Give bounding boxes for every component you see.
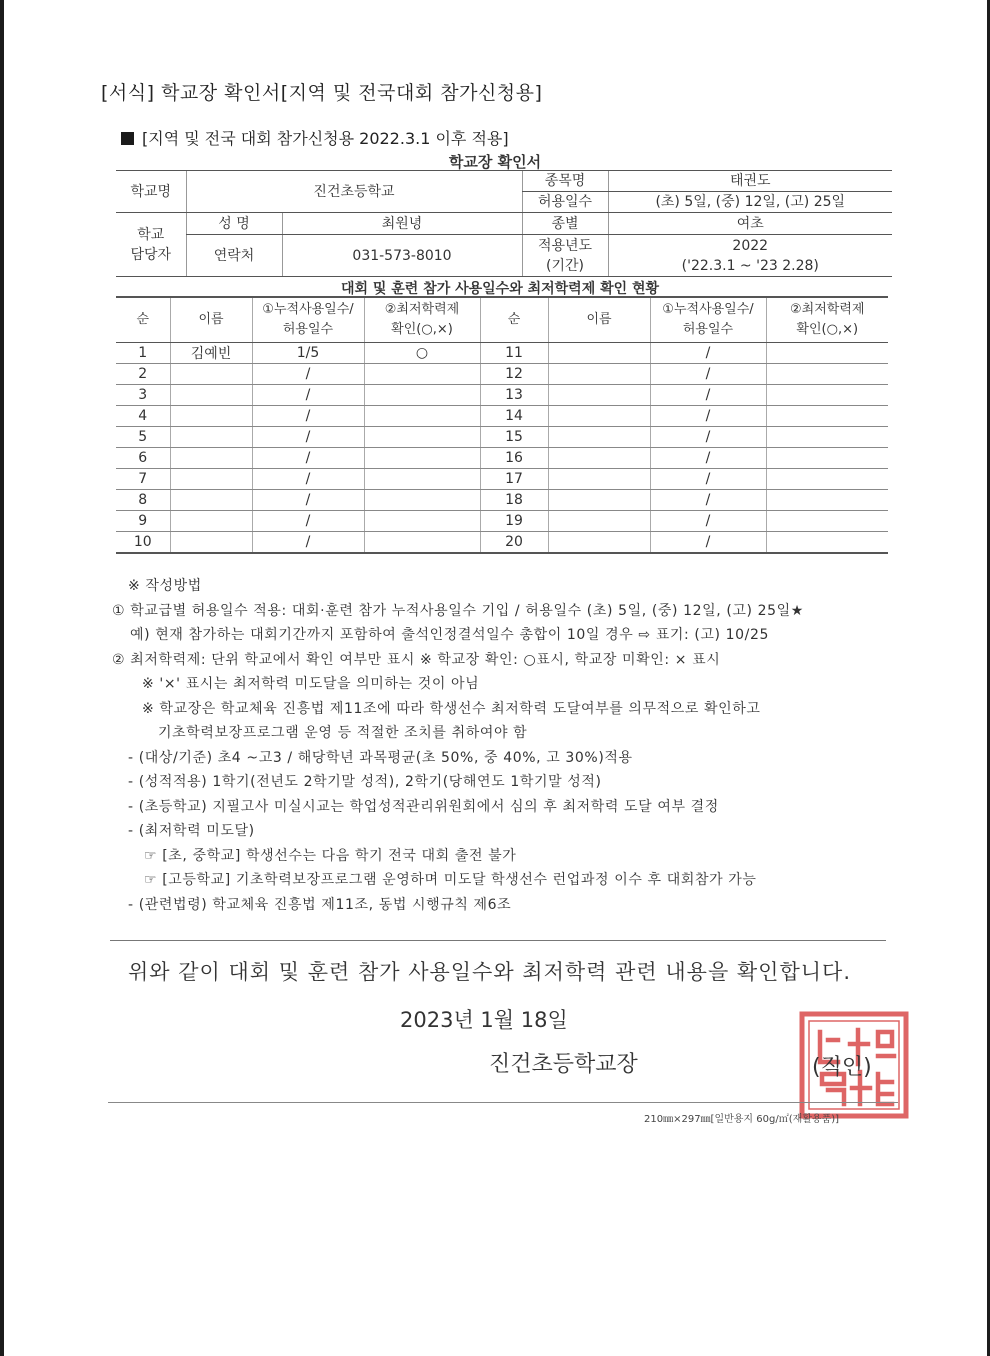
table-row: [116, 385, 888, 406]
header-check-line1: ②최저학력제: [790, 302, 865, 317]
roster-cell-name: [170, 469, 252, 490]
header-check: [766, 297, 888, 343]
header-no: 순: [116, 297, 170, 343]
roster-cell-days: /: [650, 511, 766, 532]
roster-cell-no: 11: [480, 343, 548, 364]
roster-cell-no: 9: [116, 511, 170, 532]
roster-cell-name: [548, 406, 650, 427]
roster-cell-name: [170, 364, 252, 385]
confirmation-statement: 위와 같이 대회 및 훈련 참가 사용일수와 최저학력 관련 내용을 확인합니다.: [128, 960, 852, 984]
roster-cell-days: /: [252, 427, 364, 448]
divider: [110, 940, 886, 941]
roster-cell-check: [364, 427, 480, 448]
roster-cell-no: 17: [480, 469, 548, 490]
roster-cell-check: [766, 364, 888, 385]
header-days-line1: ①누적사용일수/: [662, 302, 754, 317]
roster-cell-no: 8: [116, 490, 170, 511]
roster-cell-days: /: [252, 511, 364, 532]
table-row: [116, 511, 888, 532]
school-name-label: 학교명: [116, 171, 186, 213]
roster-cell-no: 13: [480, 385, 548, 406]
event-value: 태권도: [608, 171, 892, 192]
roster-cell-name: [548, 427, 650, 448]
teacher-label: [116, 213, 186, 277]
period-text: ('22.3.1 ~ '23 2.28): [681, 257, 819, 274]
roster-cell-check: [364, 448, 480, 469]
roster-cell-name: 김예빈: [170, 343, 252, 364]
header-check-line2: 확인(○,×): [391, 322, 453, 337]
square-bullet-icon: [121, 132, 134, 145]
allowed-days-value: (초) 5일, (중) 12일, (고) 25일: [608, 192, 892, 213]
roster-cell-no: 14: [480, 406, 548, 427]
roster-cell-check: [766, 385, 888, 406]
info-row: [116, 213, 892, 235]
instruction-line: - (초등학교) 지필고사 미실시교는 학업성적관리위원회에서 심의 후 최저학력 도달 여부 결정: [128, 798, 719, 815]
roster-cell-name: [170, 385, 252, 406]
table-row: [116, 364, 888, 385]
instruction-line: ② 최저학력제: 단위 학교에서 확인 여부만 표시 ※ 학교장 확인: ○표시, 학교장 미확인: × 표시: [112, 651, 721, 668]
gender-label: 종별: [522, 213, 608, 235]
roster-body: [116, 343, 888, 554]
teacher-label-line1: 학교: [137, 226, 165, 243]
table-row: [116, 469, 888, 490]
school-name-value: 진건초등학교: [186, 171, 522, 213]
instruction-line: ※ '×' 표시는 최저학력 미도달을 의미하는 것이 아님: [142, 676, 480, 692]
roster-cell-days: /: [252, 385, 364, 406]
allowed-days-label: 허용일수: [522, 192, 608, 213]
document-title: 학교장 확인서: [448, 153, 542, 171]
roster-cell-check: [364, 364, 480, 385]
roster-cell-check: [364, 532, 480, 554]
table-row: [116, 406, 888, 427]
roster-cell-no: 10: [116, 532, 170, 554]
roster-cell-days: /: [650, 385, 766, 406]
roster-cell-name: [548, 511, 650, 532]
scan-edge-left: [0, 0, 4, 1356]
table-row: [116, 490, 888, 511]
roster-cell-check: [766, 490, 888, 511]
roster-cell-name: [548, 532, 650, 554]
roster-cell-name: [170, 448, 252, 469]
issue-date: 2023년 1월 18일: [400, 1008, 568, 1032]
roster-cell-check: [766, 406, 888, 427]
instruction-line: ☞ [초, 중학교] 학생선수는 다음 학기 전국 대회 출전 불가: [144, 847, 517, 864]
roster-cell-days: /: [650, 364, 766, 385]
table-row: [116, 343, 888, 364]
instruction-line: 기초학력보장프로그램 운영 등 적절한 조치를 취하여야 함: [158, 725, 528, 741]
header-check: [364, 297, 480, 343]
gender-value: 여초: [608, 213, 892, 235]
roster-cell-no: 3: [116, 385, 170, 406]
paper-spec: 210㎜×297㎜[일반용지 60g/㎡(재활용품)]: [644, 1114, 840, 1125]
principal-title: 진건초등학교장: [489, 1052, 638, 1077]
roster-cell-days: /: [650, 469, 766, 490]
roster-cell-days: 1/5: [252, 343, 364, 364]
header-days: [650, 297, 766, 343]
roster-cell-name: [548, 385, 650, 406]
roster-section-title: 대회 및 훈련 참가 사용일수와 최저학력제 확인 현황: [340, 281, 660, 297]
form-label: [서식] 학교장 확인서[지역 및 전국대회 참가신청용]: [101, 82, 543, 104]
roster-cell-no: 5: [116, 427, 170, 448]
roster-cell-days: /: [650, 532, 766, 554]
roster-cell-check: [766, 448, 888, 469]
contact-label: 연락처: [186, 235, 282, 277]
roster-cell-check: [766, 343, 888, 364]
roster-cell-check: ○: [364, 343, 480, 364]
roster-cell-days: /: [252, 490, 364, 511]
year-label-line1: 적용년도: [537, 237, 593, 254]
header-check-line2: 확인(○,×): [796, 322, 859, 337]
roster-cell-no: 20: [480, 532, 548, 554]
teacher-label-line2: 담당자: [130, 246, 172, 263]
instruction-line: 예) 현재 참가하는 대회기간까지 포함하여 출석인정결석일수 총합이 10일 경우 ⇨ 표기: (고) 10/25: [130, 627, 770, 643]
roster-cell-name: [548, 364, 650, 385]
roster-cell-days: /: [252, 448, 364, 469]
instruction-line: ※ 작성방법: [128, 578, 202, 594]
school-info-table: [116, 170, 892, 277]
roster-cell-no: 7: [116, 469, 170, 490]
roster-cell-no: 6: [116, 448, 170, 469]
instruction-line: - (대상/기준) 초4 ~고3 / 해당학년 과목평균(초 50%, 중 40%, 고 30%)적용: [128, 749, 633, 766]
roster-cell-check: [364, 385, 480, 406]
roster-cell-days: /: [650, 343, 766, 364]
roster-cell-no: 2: [116, 364, 170, 385]
seal-label: (직인): [812, 1055, 872, 1080]
roster-cell-check: [766, 511, 888, 532]
roster-cell-no: 16: [480, 448, 548, 469]
instruction-line: ※ 학교장은 학교체육 진흥법 제11조에 따라 학생선수 최저학력 도달여부를 의무적으로 확인하고: [142, 700, 761, 717]
info-row: [116, 235, 892, 277]
roster-cell-name: [170, 532, 252, 554]
header-check-line1: ②최저학력제: [384, 302, 460, 317]
roster-cell-name: [548, 448, 650, 469]
event-label: 종목명: [522, 171, 608, 192]
roster-cell-name: [548, 469, 650, 490]
roster-cell-days: /: [252, 469, 364, 490]
year-value: [608, 235, 892, 277]
roster-cell-no: 1: [116, 343, 170, 364]
subtitle: [121, 126, 509, 149]
roster-cell-days: /: [650, 406, 766, 427]
header-days-line2: 허용일수: [682, 322, 734, 337]
instruction-line: ① 학교급별 허용일수 적용: 대회·훈련 참가 누적사용일수 기입 / 허용일수 (초) 5일, (중) 12일, (고) 25일★: [112, 602, 804, 619]
roster-cell-check: [364, 469, 480, 490]
header-name: 이름: [170, 297, 252, 343]
instruction-line: ☞ [고등학교] 기초학력보장프로그램 운영하며 미도달 학생선수 런업과정 이수 후 대회참가 가능: [144, 872, 757, 888]
roster-cell-days: /: [252, 364, 364, 385]
roster-cell-days: /: [650, 427, 766, 448]
teacher-name-value: 최원녕: [282, 213, 522, 235]
roster-cell-name: [170, 490, 252, 511]
roster-cell-check: [364, 511, 480, 532]
header-days-line2: 허용일수: [282, 322, 334, 337]
roster-cell-check: [766, 532, 888, 554]
roster-cell-check: [364, 406, 480, 427]
table-row: [116, 448, 888, 469]
roster-cell-days: /: [252, 406, 364, 427]
roster-cell-days: /: [650, 448, 766, 469]
roster-cell-days: /: [650, 490, 766, 511]
info-row: [116, 171, 892, 192]
roster-cell-name: [548, 343, 650, 364]
instruction-line: - (성적적용) 1학기(전년도 2학기말 성적), 2학기(당해연도 1학기말 성적): [128, 774, 602, 790]
roster-cell-check: [364, 490, 480, 511]
table-row: [116, 427, 888, 448]
name-label: 성 명: [186, 213, 282, 235]
year-text: 2022: [732, 237, 769, 254]
roster-cell-name: [548, 490, 650, 511]
roster-cell-name: [170, 406, 252, 427]
roster-cell-check: [766, 427, 888, 448]
roster-cell-days: /: [252, 532, 364, 554]
header-days-line1: ①누적사용일수/: [262, 302, 354, 317]
roster-cell-name: [170, 427, 252, 448]
roster-cell-no: 12: [480, 364, 548, 385]
roster-cell-no: 19: [480, 511, 548, 532]
instruction-line: - (최저학력 미도달): [128, 823, 255, 839]
header-no: 순: [480, 297, 548, 343]
roster-cell-no: 18: [480, 490, 548, 511]
roster-header-row: [116, 297, 888, 343]
year-label: [522, 235, 608, 277]
contact-value: 031-573-8010: [282, 235, 522, 277]
roster-cell-check: [766, 469, 888, 490]
roster-table: [116, 296, 888, 554]
year-label-line2: (기간): [546, 257, 584, 274]
roster-cell-no: 15: [480, 427, 548, 448]
writing-instructions: [112, 574, 804, 917]
table-row: [116, 532, 888, 554]
header-name: 이름: [548, 297, 650, 343]
roster-cell-no: 4: [116, 406, 170, 427]
subtitle-text: [지역 및 전국 대회 참가신청용 2022.3.1 이후 적용]: [142, 129, 509, 148]
footer-divider: [108, 1102, 898, 1103]
instruction-line: - (관련법령) 학교체육 진흥법 제11조, 동법 시행규칙 제6조: [128, 896, 512, 913]
roster-cell-name: [170, 511, 252, 532]
header-days: [252, 297, 364, 343]
